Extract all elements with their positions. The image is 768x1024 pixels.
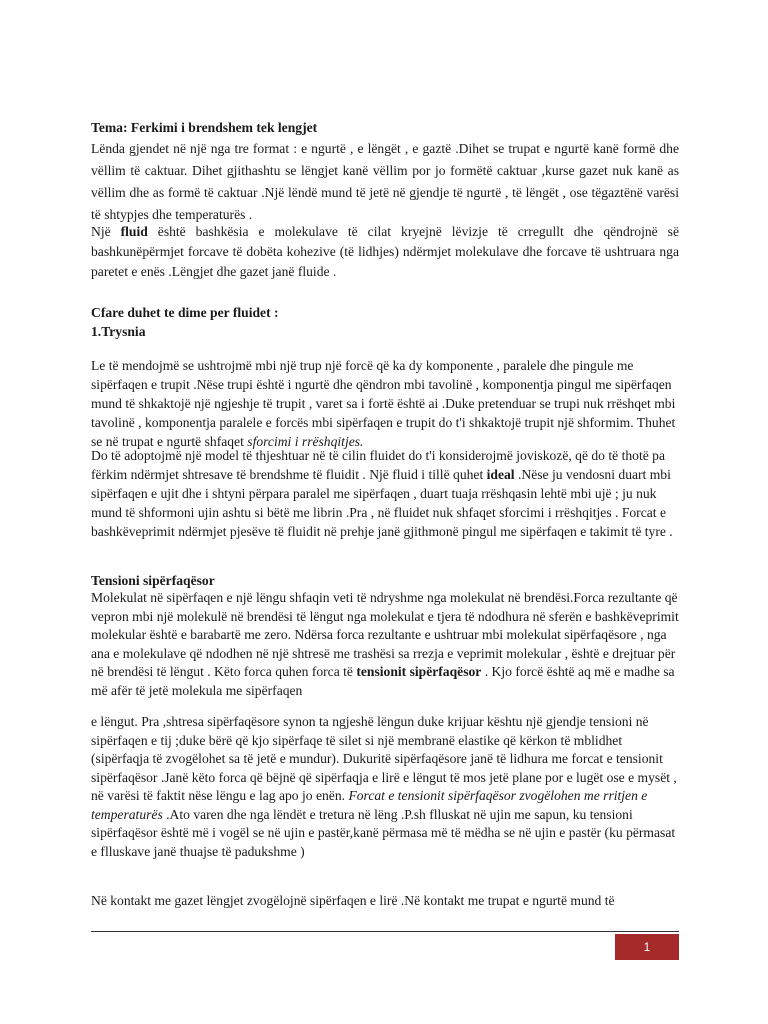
paragraph-fluid-definition: [91, 222, 679, 282]
document-title: Tema: Ferkimi i brendshem tek lengjet: [91, 120, 318, 135]
section-heading-surface-tension: Tensioni sipërfaqësor: [91, 573, 215, 588]
text-run: Një: [91, 224, 121, 239]
bold-term-ideal: ideal: [486, 467, 515, 482]
text-run: Do të adoptojmë një model të thjeshtuar në të cilin fluidet do t'i konsiderojmë joviskozë, që do të thotë pa fërkim ndërmjet shtresave të brendshme të fluidit . Një fluid i tillë quhet: [91, 448, 665, 482]
bold-term-fluid: fluid: [120, 224, 148, 239]
page-number-badge: 1: [615, 934, 679, 960]
bold-term-surface-tension: tensionit sipërfaqësor: [356, 664, 482, 679]
text-run: .Nëse ju vendosni duart mbi sipërfaqen e ujit dhe i shtyni përpara paralel me sipërfaqen , duart tuaja rrëshqasin lehtë mbi ujë ; ju nuk mund të shformoni ujin ashtu si bëtë me librin .Pra , në fluidet nuk shfaqet sforcimi i rrëshqitjes . Forcat e bashkëveprimit ndërmjet pjesëve të fluidit në prehje janë gjithmonë pingul me sipërfaqen e takimit të tyre .: [91, 467, 673, 539]
italic-term: sforcimi i rrëshqitjes.: [247, 434, 364, 449]
text-run: Le të mendojmë se ushtrojmë mbi një trup një forcë që ka dy komponente , paralele dhe pingule me sipërfaqen e trupit .Nëse trupi është i ngurtë dhe qëndron mbi tavolinë , komponentja pingul me sipërfaqen mund të shkaktojë një ngjeshje të trupit , varet sa i fortë është ai .Duke pretenduar se trupi nuk rrëshqet mbi tavolinë , komponentja paralele e forcës mbi sipërfaqen e trupit do t'i shkaktojë trupit një shformim. Thuhet se në trupat e ngurtë shfaqet: [91, 358, 676, 449]
paragraph-surface-phenomena: [91, 713, 679, 861]
paragraph-contact: Në kontakt me gazet lëngjet zvogëlojnë sipërfaqen e lirë .Në kontakt me trupat e ngurtë mund të: [91, 893, 615, 908]
paragraph-intro: Lënda gjendet në një nga tre format : e ngurtë , e lëngët , e gaztë .Dihet se trupat e ngurtë kanë formë dhe vëllim të caktuar. Dihet gjithashtu se lëngjet kanë vëllim por jo formëtë caktuar ,kurse gazet nuk kanë as vëllim dhe as formë të caktuar .Një lëndë mund të jetë në gjendje të ngurtë , të lëngët , ose tëgaztënë varësi të shtypjes dhe temperaturës .: [91, 141, 679, 222]
text-run: Molekulat në sipërfaqen e një lëngu shfaqin veti të ndryshme nga molekulat në brendësi.Forca rezultante që vepron mbi një molekulë në brendësi të lëngut nga molekulat e tjera të ndodhura në sferën e bashkëveprimit molekular është e barabartë me zero. Ndërsa forca rezultante e ushtruar mbi molekulat sipërfaqësore , nga ana e molekulave që ndodhen në një shtresë me trashësi sa rrezja e veprimit molekular , është e drejtuar për në brendësi të lëngut . Këto forca quhen forca të: [91, 590, 679, 679]
footer-divider: [91, 931, 679, 932]
text-run: . Kjo forcë është aq më e madhe sa më afër të jetë molekula me sipërfaqen: [91, 664, 675, 698]
paragraph-pressure: [91, 356, 679, 451]
italic-term: Forcat e tensionit sipërfaqësor zvogëlohen me rritjen e temperaturës: [91, 788, 648, 822]
section-heading-pressure: 1.Trysnia: [91, 324, 146, 339]
paragraph-surface-tension: [91, 589, 679, 700]
text-run: e lëngut. Pra ,shtresa sipërfaqësore synon ta ngjeshë lëngun duke krijuar kështu një gjendje tensioni në sipërfaqen e tij ;duke bërë që kjo sipërfaqe të silet si një membranë elastike që kërkon të mblidhet (sipërfaqja të zvogëlohet sa të jetë e mundur). Dukuritë sipërfaqësore janë të lidhura me forcat e tensionit sipërfaqësor .Janë këto forca që bëjnë që sipërfaqja e lirë e lëngut të mos jetë plane por e lugët ose e mysët , në varësi të faktit nëse lëngu e lag apo jo enën.: [91, 714, 677, 803]
text-run: .Ato varen dhe nga lëndët e tretura në lëng .P.sh flluskat në ujin me sapun, ku tensioni sipërfaqësor është më i vogël se në ujin e pastër,kanë përmasa më të mëdha se në ujin e pastër (ku përmasat e flluskave janë thuajse të padukshme ): [91, 806, 676, 859]
paragraph-ideal-fluid: [91, 446, 679, 541]
text-run: është bashkësia e molekulave të cilat kryejnë lëvizje të crregullt dhe qëndrojnë së bashkunëpërmjet forcave të dobëta kohezive (të lidhjes) ndërmjet molekulave dhe forcave të ushtruara nga paretet e enës .Lëngjet dhe gazet janë fluide .: [91, 224, 679, 279]
section-heading-fluids: Cfare duhet te dime per fluidet :: [91, 305, 279, 320]
